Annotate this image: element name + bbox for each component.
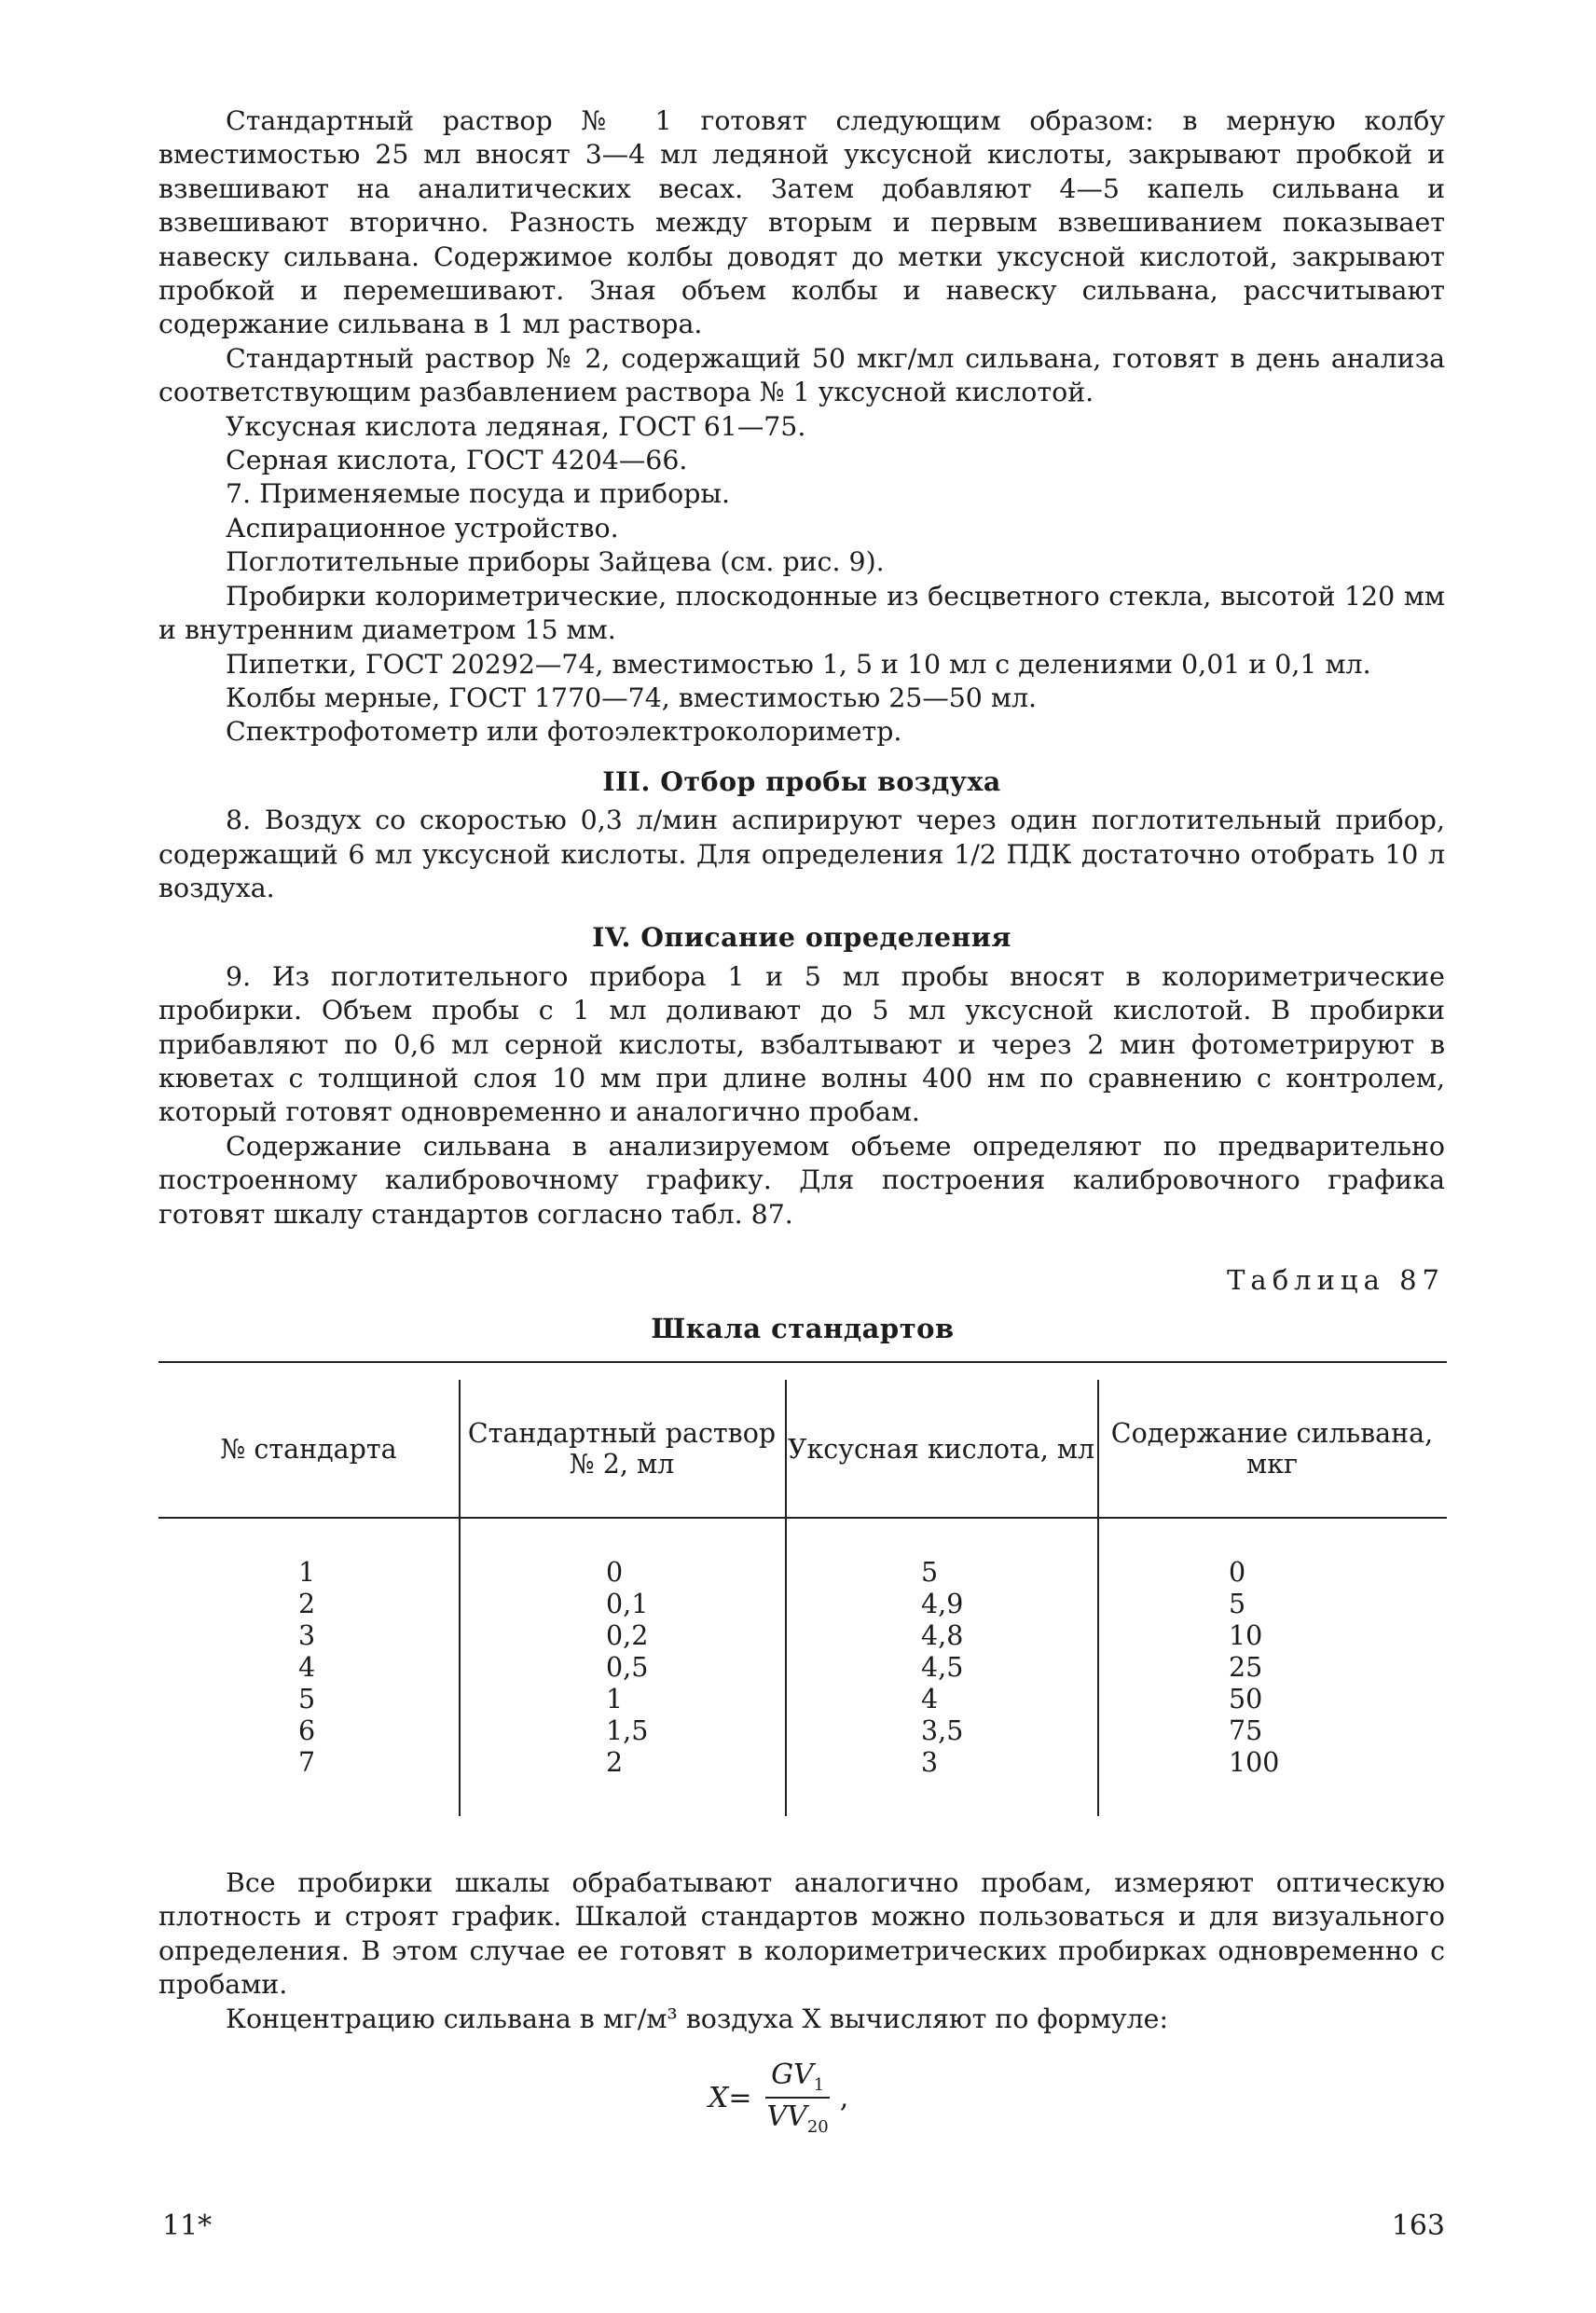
paragraph: Уксусная кислота ледяная, ГОСТ 61—75. [226, 410, 806, 442]
paragraph: Стандартный раствор № 2, содержащий 50 мкг/мл сильвана, готовят в день анализа соответствующим разбавлением раствора № 1 уксусной кислотой. [158, 342, 1445, 408]
table-cell: 0 [1229, 1557, 1246, 1588]
post-table-text [158, 1866, 1445, 2036]
denominator-subscript: 20 [806, 2117, 829, 2137]
formula-tail: , [839, 2081, 849, 2114]
formula-lhs: X= [709, 2081, 752, 2114]
paragraph: Колбы мерные, ГОСТ 1770—74, вместимостью 25—50 мл. [226, 682, 1038, 713]
section-heading: IV. Описание определения [592, 921, 1011, 954]
formula-fraction [762, 2058, 834, 2137]
paragraph: Содержание сильвана в анализируемом объеме определяют по предварительно построенному калибровочному графику. Для построения калибровочного графика готовят шкалу стандартов согласно табл. 87. [158, 1130, 1445, 1230]
paragraph: Пробирки колориметрические, плоскодонные из бесцветного стекла, высотой 120 мм и внутренним диаметром 15 мм. [158, 580, 1445, 646]
table-cell: 0,2 [606, 1620, 649, 1651]
table-cell: 4,9 [921, 1589, 964, 1619]
column-standard-solution [606, 1557, 648, 1779]
table-cell: 0,5 [606, 1652, 649, 1683]
table-header: Стандартный раствор № 2, мл [467, 1418, 777, 1480]
table-cell: 0 [606, 1557, 624, 1588]
table-cell: 3,5 [921, 1715, 964, 1746]
section-heading: III. Отбор пробы воздуха [602, 764, 1001, 797]
table-cell: 5 [298, 1684, 316, 1714]
table-cell: 10 [1229, 1620, 1263, 1651]
table-cell: 50 [1229, 1684, 1263, 1714]
table-cell: 1,5 [606, 1715, 649, 1746]
table-cell: 2 [606, 1747, 624, 1778]
numerator-subscript: 1 [813, 2075, 825, 2095]
table-cell: 7 [298, 1747, 316, 1778]
paragraph: 8. Воздух со скоростью 0,3 л/мин аспирируют через один поглотительный прибор, содержащий 6 мл уксусной кислоты. Для определения 1/2 ПДК достаточно отобрать 10 л воздуха. [158, 805, 1445, 903]
denominator-text: VV [766, 2100, 807, 2133]
paragraph: Пипетки, ГОСТ 20292—74, вместимостью 1, 5 и 10 мл с делениями 0,01 и 0,1 мл. [226, 648, 1371, 680]
table-cell: 1 [298, 1557, 316, 1588]
table-header: Содержание сильвана, мкг [1110, 1418, 1434, 1480]
table-cell: 4 [298, 1652, 316, 1683]
paragraph: Все пробирки шкалы обрабатывают аналогично пробам, измеряют оптическую плотность и строят график. Шкалой стандартов можно пользоваться и для визуального определения. В этом случае ее готовят в колориметрических пробирках одновременно с пробами. [158, 1867, 1445, 2001]
paragraph: Спектрофотометр или фотоэлектроколориметр. [226, 716, 902, 748]
table-rule [158, 1361, 1447, 1363]
table-rule [158, 1517, 1447, 1519]
paragraph: Поглотительные приборы Зайцева (см. рис. 9). [226, 546, 885, 578]
concentration-formula [709, 2058, 848, 2137]
table-cell: 5 [921, 1557, 939, 1588]
signature-mark: 11* [162, 2210, 213, 2242]
paragraph: Серная кислота, ГОСТ 4204—66. [226, 445, 688, 476]
paragraph: 7. Применяемые посуда и приборы. [226, 478, 730, 510]
table-cell: 3 [298, 1620, 316, 1651]
column-sylvan-content [1229, 1557, 1279, 1779]
paragraph: Концентрацию сильвана в мг/м³ воздуха X вычисляют по формуле: [226, 2003, 1169, 2034]
column-standard-number [298, 1557, 315, 1779]
table-header: Уксусная кислота, мл [787, 1433, 1095, 1465]
formula-numerator [765, 2058, 830, 2099]
paragraph: Аспирационное устройство. [226, 512, 619, 544]
table-title: Шкала стандартов [651, 1313, 955, 1344]
numerator-text: GV [771, 2058, 814, 2091]
table-cell: 25 [1229, 1652, 1263, 1683]
standards-table [158, 1361, 1447, 1818]
formula-denominator [762, 2099, 834, 2137]
paragraph: Стандартный раствор № 1 готовят следующим образом: в мерную колбу вместимостью 25 мл вносят 3—4 мл ледяной уксусной кислоты, закрывают пробкой и взвешивают на аналитических весах. Затем добавляют 4—5 капель сильвана и взвешивают вторично. Разность между вторым и первым взвешиванием показывает навеску сильвана. Содержимое колбы доводят до метки уксусной кислотой, закрывают пробкой и перемешивают. Зная объем колбы и навеску сильвана, рассчитывают содержание сильвана в 1 мл раствора. [158, 105, 1445, 340]
table-cell: 100 [1229, 1747, 1280, 1778]
table-header: № стандарта [220, 1433, 397, 1465]
page-number: 163 [1391, 2210, 1445, 2242]
column-acetic-acid [921, 1557, 963, 1779]
table-cell: 0,1 [606, 1589, 649, 1619]
table-cell: 4,5 [921, 1652, 964, 1683]
table-cell: 4,8 [921, 1620, 964, 1651]
paragraph: 9. Из поглотительного прибора 1 и 5 мл пробы вносят в колориметрические пробирки. Объем пробы с 1 мл доливают до 5 мл уксусной кислотой. В пробирки прибавляют по 0,6 мл серной кислоты, взбалтывают и через 2 мин фотометрируют в кюветах с толщиной слоя 10 мм при длине волны 400 нм по сравнению с контролем, который готовят одновременно и аналогично пробам. [158, 960, 1445, 1128]
table-cell: 4 [921, 1684, 939, 1714]
body-text [158, 104, 1445, 1232]
table-cell: 3 [921, 1747, 939, 1778]
table-cell: 75 [1229, 1715, 1263, 1746]
table-cell: 2 [298, 1589, 316, 1619]
table-cell: 1 [606, 1684, 624, 1714]
table-cell: 6 [298, 1715, 316, 1746]
table-cell: 5 [1229, 1589, 1246, 1619]
table-label: Таблица 87 [1227, 1264, 1445, 1296]
